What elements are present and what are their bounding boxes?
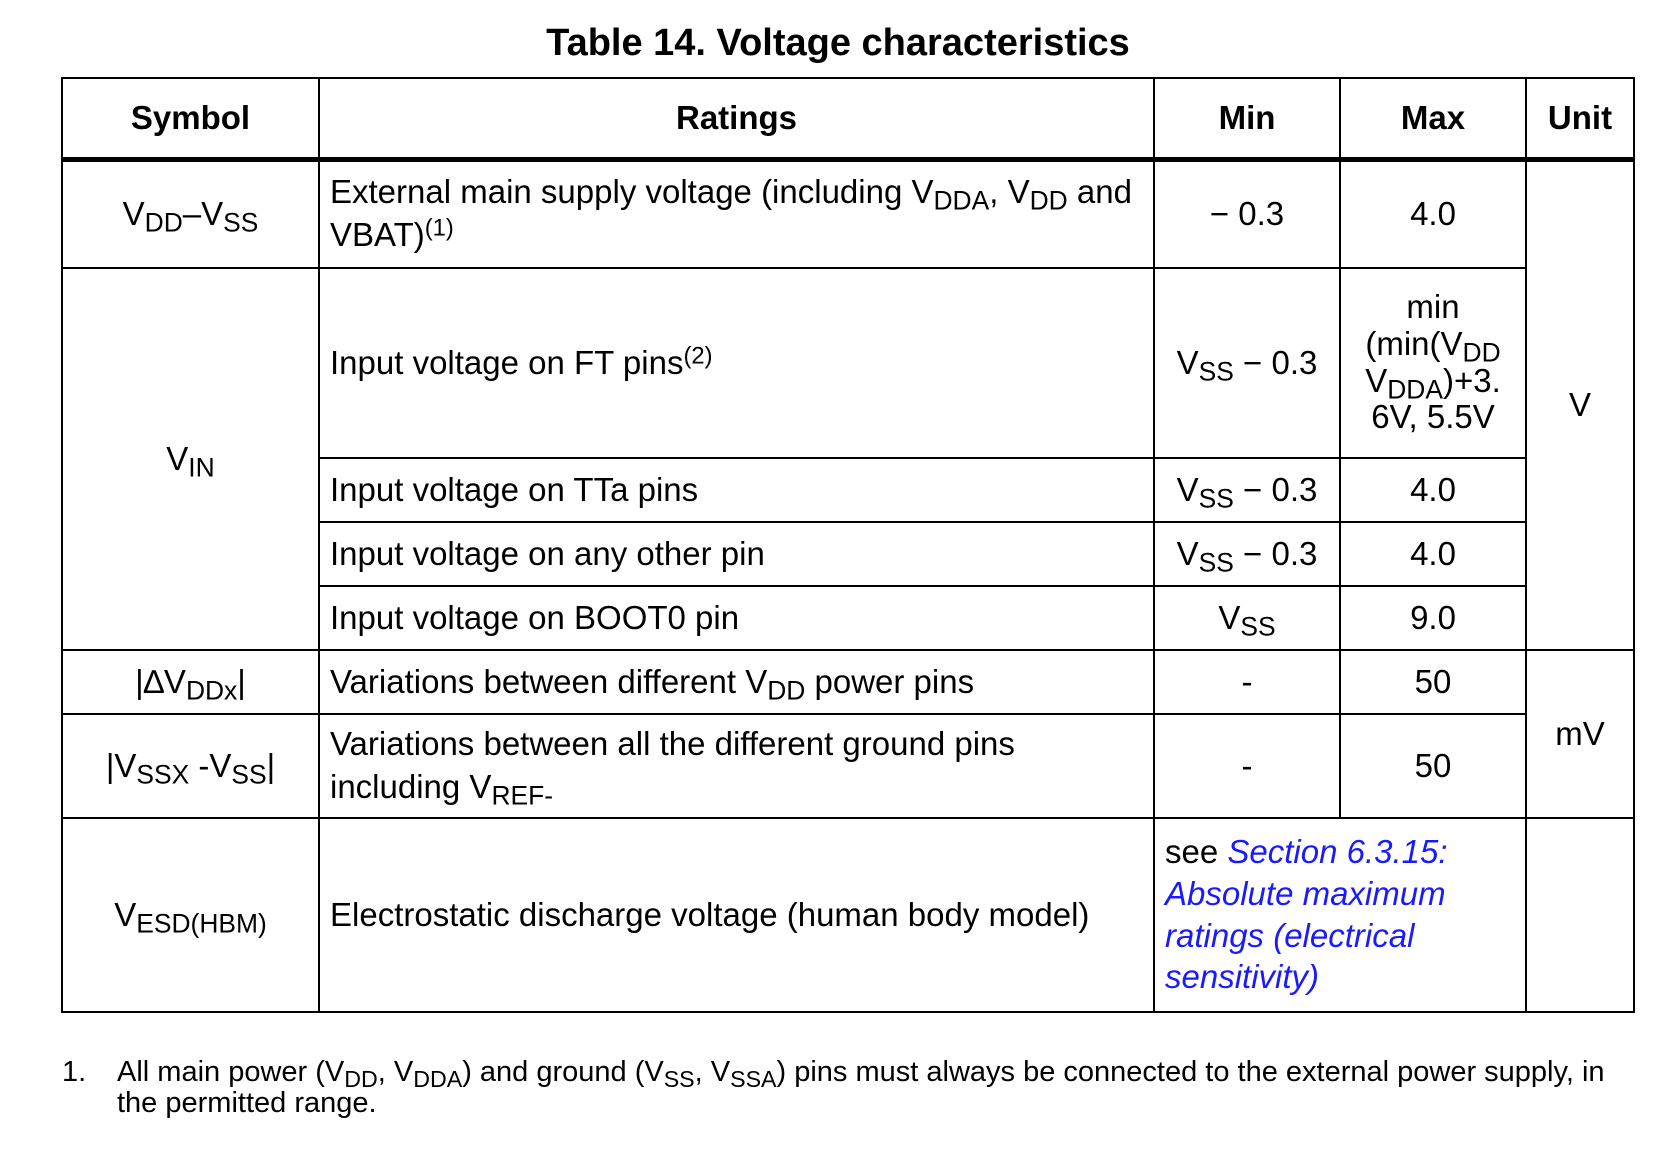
symbol-cell: $|\Delta V_{DDx}|$ xyxy=(62,650,319,714)
table-row xyxy=(62,650,1634,714)
rating-cell: Input voltage on FT pins$^{(2)}$ xyxy=(319,268,1154,458)
header-ratings: Ratings xyxy=(319,78,1154,160)
min-max-cell: see Section 6.3.15: Absolute maximum ratings (electrical sensitivity) xyxy=(1154,818,1526,1012)
rating-cell: Electrostatic discharge voltage (human body model) xyxy=(319,818,1154,1012)
max-cell: 4.0 xyxy=(1340,160,1526,268)
table-row xyxy=(62,160,1634,268)
min-cell: - xyxy=(1154,650,1340,714)
max-cell: 4.0 xyxy=(1340,522,1526,586)
min-cell: $V_{SS} - 0.3$ xyxy=(1154,522,1340,586)
section-link[interactable]: Section 6.3.15: Absolute maximum ratings (electrical sensitivity) xyxy=(1165,832,1448,996)
footnote-ref: (2) xyxy=(683,341,713,369)
rating-cell: Input voltage on BOOT0 pin xyxy=(319,586,1154,650)
min-cell: $V_{SS}$ xyxy=(1154,586,1340,650)
symbol-cell: $|V_{SSX}$ $-V_{SS}|$ xyxy=(62,714,319,818)
table-row xyxy=(62,818,1634,1012)
rating-cell: Input voltage on any other pin xyxy=(319,522,1154,586)
symbol-cell: $V_{ESD(HBM)}$ xyxy=(62,818,319,1012)
rating-cell: Variations between different $V_{DD}$ power pins xyxy=(319,650,1154,714)
symbol-cell: $V_{DD}-V_{SS}$ xyxy=(62,160,319,268)
footnote-text: All main power ($V_{DD}$, $V_{DDA}$) and ground ($V_{SS}$, $V_{SSA}$) pins must always be connected to the external power supply, in the permitted range. xyxy=(117,1056,1605,1120)
footnote xyxy=(62,1057,1622,1120)
rating-cell: Variations between all the different ground pins including $V_{REF-}$ xyxy=(319,714,1154,818)
min-cell: $V_{SS} - 0.3$ xyxy=(1154,268,1340,458)
max-cell: 4.0 xyxy=(1340,458,1526,522)
unit-cell xyxy=(1526,818,1634,1012)
min-cell: $V_{SS} - 0.3$ xyxy=(1154,458,1340,522)
table-row xyxy=(62,714,1634,818)
symbol-cell: $V_{IN}$ xyxy=(62,268,319,650)
max-cell: min ($\min(V_{DD}$ $V_{DDA})+3$. 6V, 5.5V xyxy=(1340,268,1526,458)
header-row xyxy=(62,78,1634,160)
min-cell: − 0.3 xyxy=(1154,160,1340,268)
header-symbol: Symbol xyxy=(62,78,319,160)
rating-cell: Input voltage on TTa pins xyxy=(319,458,1154,522)
max-cell: 50 xyxy=(1340,650,1526,714)
header-max: Max xyxy=(1340,78,1526,160)
voltage-characteristics-table xyxy=(61,77,1635,1013)
footnote-number: 1. xyxy=(62,1056,87,1088)
unit-cell: V xyxy=(1526,160,1634,650)
max-cell: 50 xyxy=(1340,714,1526,818)
max-cell: 9.0 xyxy=(1340,586,1526,650)
min-cell: - xyxy=(1154,714,1340,818)
rating-cell: External main supply voltage (including $V_{DDA}$, $V_{DD}$ and VBAT)$^{(1)}$ xyxy=(319,160,1154,268)
table-title: Table 14. Voltage characteristics xyxy=(546,22,1130,64)
header-unit: Unit xyxy=(1526,78,1634,160)
table-row xyxy=(62,268,1634,458)
unit-cell: mV xyxy=(1526,650,1634,818)
footnote-ref: (1) xyxy=(424,214,454,242)
header-min: Min xyxy=(1154,78,1340,160)
